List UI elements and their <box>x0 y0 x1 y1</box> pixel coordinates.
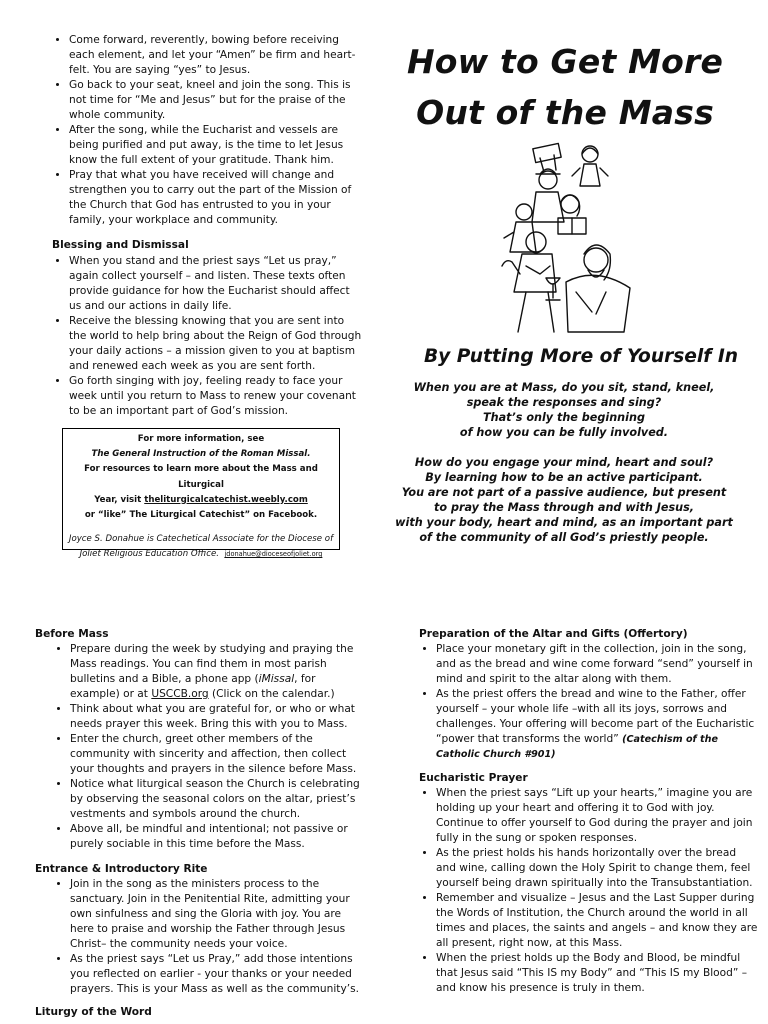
list-text: Prepare during the week by studying and praying the Mass readings. You can find them in most parish bulletins and a Bible, a phone app ( <box>70 643 354 685</box>
liturgy-word-heading: Liturgy of the Word <box>35 1006 152 1018</box>
list-item: • Go forth singing with joy, feeling ready to face your week until you return to Mass to renew your covenant to be an important part of God’s mission. <box>69 374 364 419</box>
list-item: • When the priest says “Lift up your hearts,” imagine you are holding up your heart and offering it to God with joy. Continue to offer yourself to God during the prayer and join fully in the sung or spoken responses. <box>436 786 759 846</box>
list-item: • As the priest says “Let us Pray,” add those intentions you reflected on earlier - your thanks or your needed prayers. This is your Mass as well as the community’s. <box>70 952 368 997</box>
credit-line <box>63 547 339 562</box>
tagline-line: How do you engage your mind, heart and soul? <box>414 456 714 469</box>
list-item: • Think about what you are grateful for, or who or what needs prayer this week. Bring this with you to Mass. <box>70 702 368 732</box>
eucharistic-list <box>419 786 759 996</box>
offertory-heading: Preparation of the Altar and Gifts (Offertory) <box>419 628 688 640</box>
info-line: or “like” The Liturgical Catechist” on Facebook. <box>84 510 318 521</box>
tagline-line: of the community of all God’s priestly people. <box>419 531 709 544</box>
tagline-line: speak the responses and sing? <box>466 396 662 409</box>
credit-line: Joyce S. Donahue is Catechetical Associate for the Diocese of <box>68 534 334 545</box>
list-text: , for example) or at <box>70 673 316 700</box>
list-item <box>70 642 368 702</box>
tagline-line: By learning how to be an active participant. <box>425 471 703 484</box>
website-link[interactable]: theliturgicalcatechist.weebly.com <box>144 494 308 505</box>
list-item: • Notice what liturgical season the Church is celebrating by observing the seasonal colors on the altar, priest’s vestments and symbols around the church. <box>70 777 368 822</box>
offertory-list <box>419 642 759 762</box>
before-mass-section <box>35 627 368 1020</box>
info-line: For more information, see <box>137 434 265 444</box>
list-item: • When you stand and the priest says “Let us pray,” again collect yourself – and listen. These texts often provide guidance for how the Eucharist should affect us and our actions in daily life. <box>69 254 364 314</box>
entrance-heading: Entrance & Introductory Rite <box>35 863 208 875</box>
before-mass-list <box>35 642 368 852</box>
subtitle: By Putting More of Yourself In <box>423 346 739 367</box>
info-box <box>62 428 340 560</box>
list-item <box>436 687 759 762</box>
entrance-list <box>35 877 368 997</box>
catechism-citation: (Catechism of the Catholic Church #901) <box>436 734 718 760</box>
tagline <box>390 380 738 545</box>
people-drawing-icon <box>496 142 632 334</box>
congregation-illustration <box>496 142 632 334</box>
blessing-list <box>52 254 364 419</box>
list-item: • When the priest holds up the Body and Blood, be mindful that Jesus said “This IS my Body” and “This IS my Blood” – and know his presence is truly in them. <box>436 951 759 996</box>
tagline-line: That’s only the beginning <box>483 411 645 424</box>
list-item: • Receive the blessing knowing that you are sent into the world to help bring about the Reign of God through your daily actions – a mission given to you at baptism and renewed each week as you are sent forth. <box>69 314 364 374</box>
offertory-section <box>419 627 759 996</box>
list-text: (Click on the calendar.) <box>208 688 335 700</box>
list-item: • Come forward, reverently, bowing before receiving each element, and let your “Amen” be firm and heart-felt. You are saying “yes” to Jesus. <box>69 33 364 78</box>
tagline-line: of how you can be fully involved. <box>459 426 669 439</box>
communion-section <box>52 33 364 419</box>
tagline-line: with your body, heart and mind, as an important part <box>395 516 733 529</box>
credit-text: Joliet Religious Education Office. <box>79 549 219 560</box>
list-item: • Go back to your seat, kneel and join the song. This is not time for “Me and Jesus” but for the praise of the whole community. <box>69 78 364 123</box>
eucharistic-heading: Eucharistic Prayer <box>419 772 528 784</box>
title-line: Out of the Mass <box>416 93 714 132</box>
app-name: iMissal <box>258 673 295 685</box>
title-line: How to Get More <box>406 42 724 81</box>
list-item: • Above all, be mindful and intentional; not passive or purely sociable in this time before the Mass. <box>70 822 368 852</box>
before-mass-heading: Before Mass <box>35 628 109 640</box>
tagline-line: You are not part of a passive audience, but present <box>401 486 727 499</box>
info-line: The General Instruction of the Roman Missal. <box>91 449 311 460</box>
list-item: • As the priest holds his hands horizontally over the bread and wine, calling down the Holy Spirit to change them, feel yourself being drawn spiritually into the Transubstantiation. <box>436 846 759 891</box>
list-item: • Pray that what you have received will change and strengthen you to carry out the part of the Mission of the Church that God has entrusted to you in your family, your workplace and community. <box>69 168 364 228</box>
list-item: • Join in the song as the ministers process to the sanctuary. Join in the Penitential Rite, admitting your own sinfulness and sing the Gloria with joy. You are here to praise and worship the Father through Jesus Christ– the community needs your voice. <box>70 877 368 952</box>
info-line: For resources to learn more about the Mass and Liturgical <box>84 464 318 490</box>
tagline-line: to pray the Mass through and with Jesus, <box>434 501 694 514</box>
email-link[interactable]: jdonahue@dioceseofjoliet.org <box>224 550 323 559</box>
list-text: As the priest offers the bread and wine to the Father, offer yourself – your whole life –with all its joys, sorrows and challenges. Your offering will become part of the Eucharistic “power that transforms the world” <box>436 688 755 745</box>
page-title <box>395 36 735 138</box>
tagline-line: When you are at Mass, do you sit, stand, kneel, <box>413 381 715 394</box>
list-item: • After the song, while the Eucharist and vessels are being purified and put away, is the time to let Jesus know the full extent of your gratitude. Thank him. <box>69 123 364 168</box>
list-item: • Enter the church, greet other members of the community with sincerity and affection, then collect your thoughts and prayers in the silence before Mass. <box>70 732 368 777</box>
list-item: • Remember and visualize – Jesus and the Last Supper during the Words of Institution, the Church around the world in all times and places, the saints and angels – and know they are all present, right now, at this Mass. <box>436 891 759 951</box>
info-line <box>63 493 339 508</box>
usccb-link[interactable]: USCCB.org <box>151 688 209 700</box>
list-item: • Place your monetary gift in the collection, join in the song, and as the bread and wine come forward “send” yourself in mind and spirit to the altar along with them. <box>436 642 759 687</box>
blessing-heading: Blessing and Dismissal <box>52 239 189 251</box>
info-text: Year, visit <box>94 494 145 505</box>
communion-list <box>52 33 364 228</box>
